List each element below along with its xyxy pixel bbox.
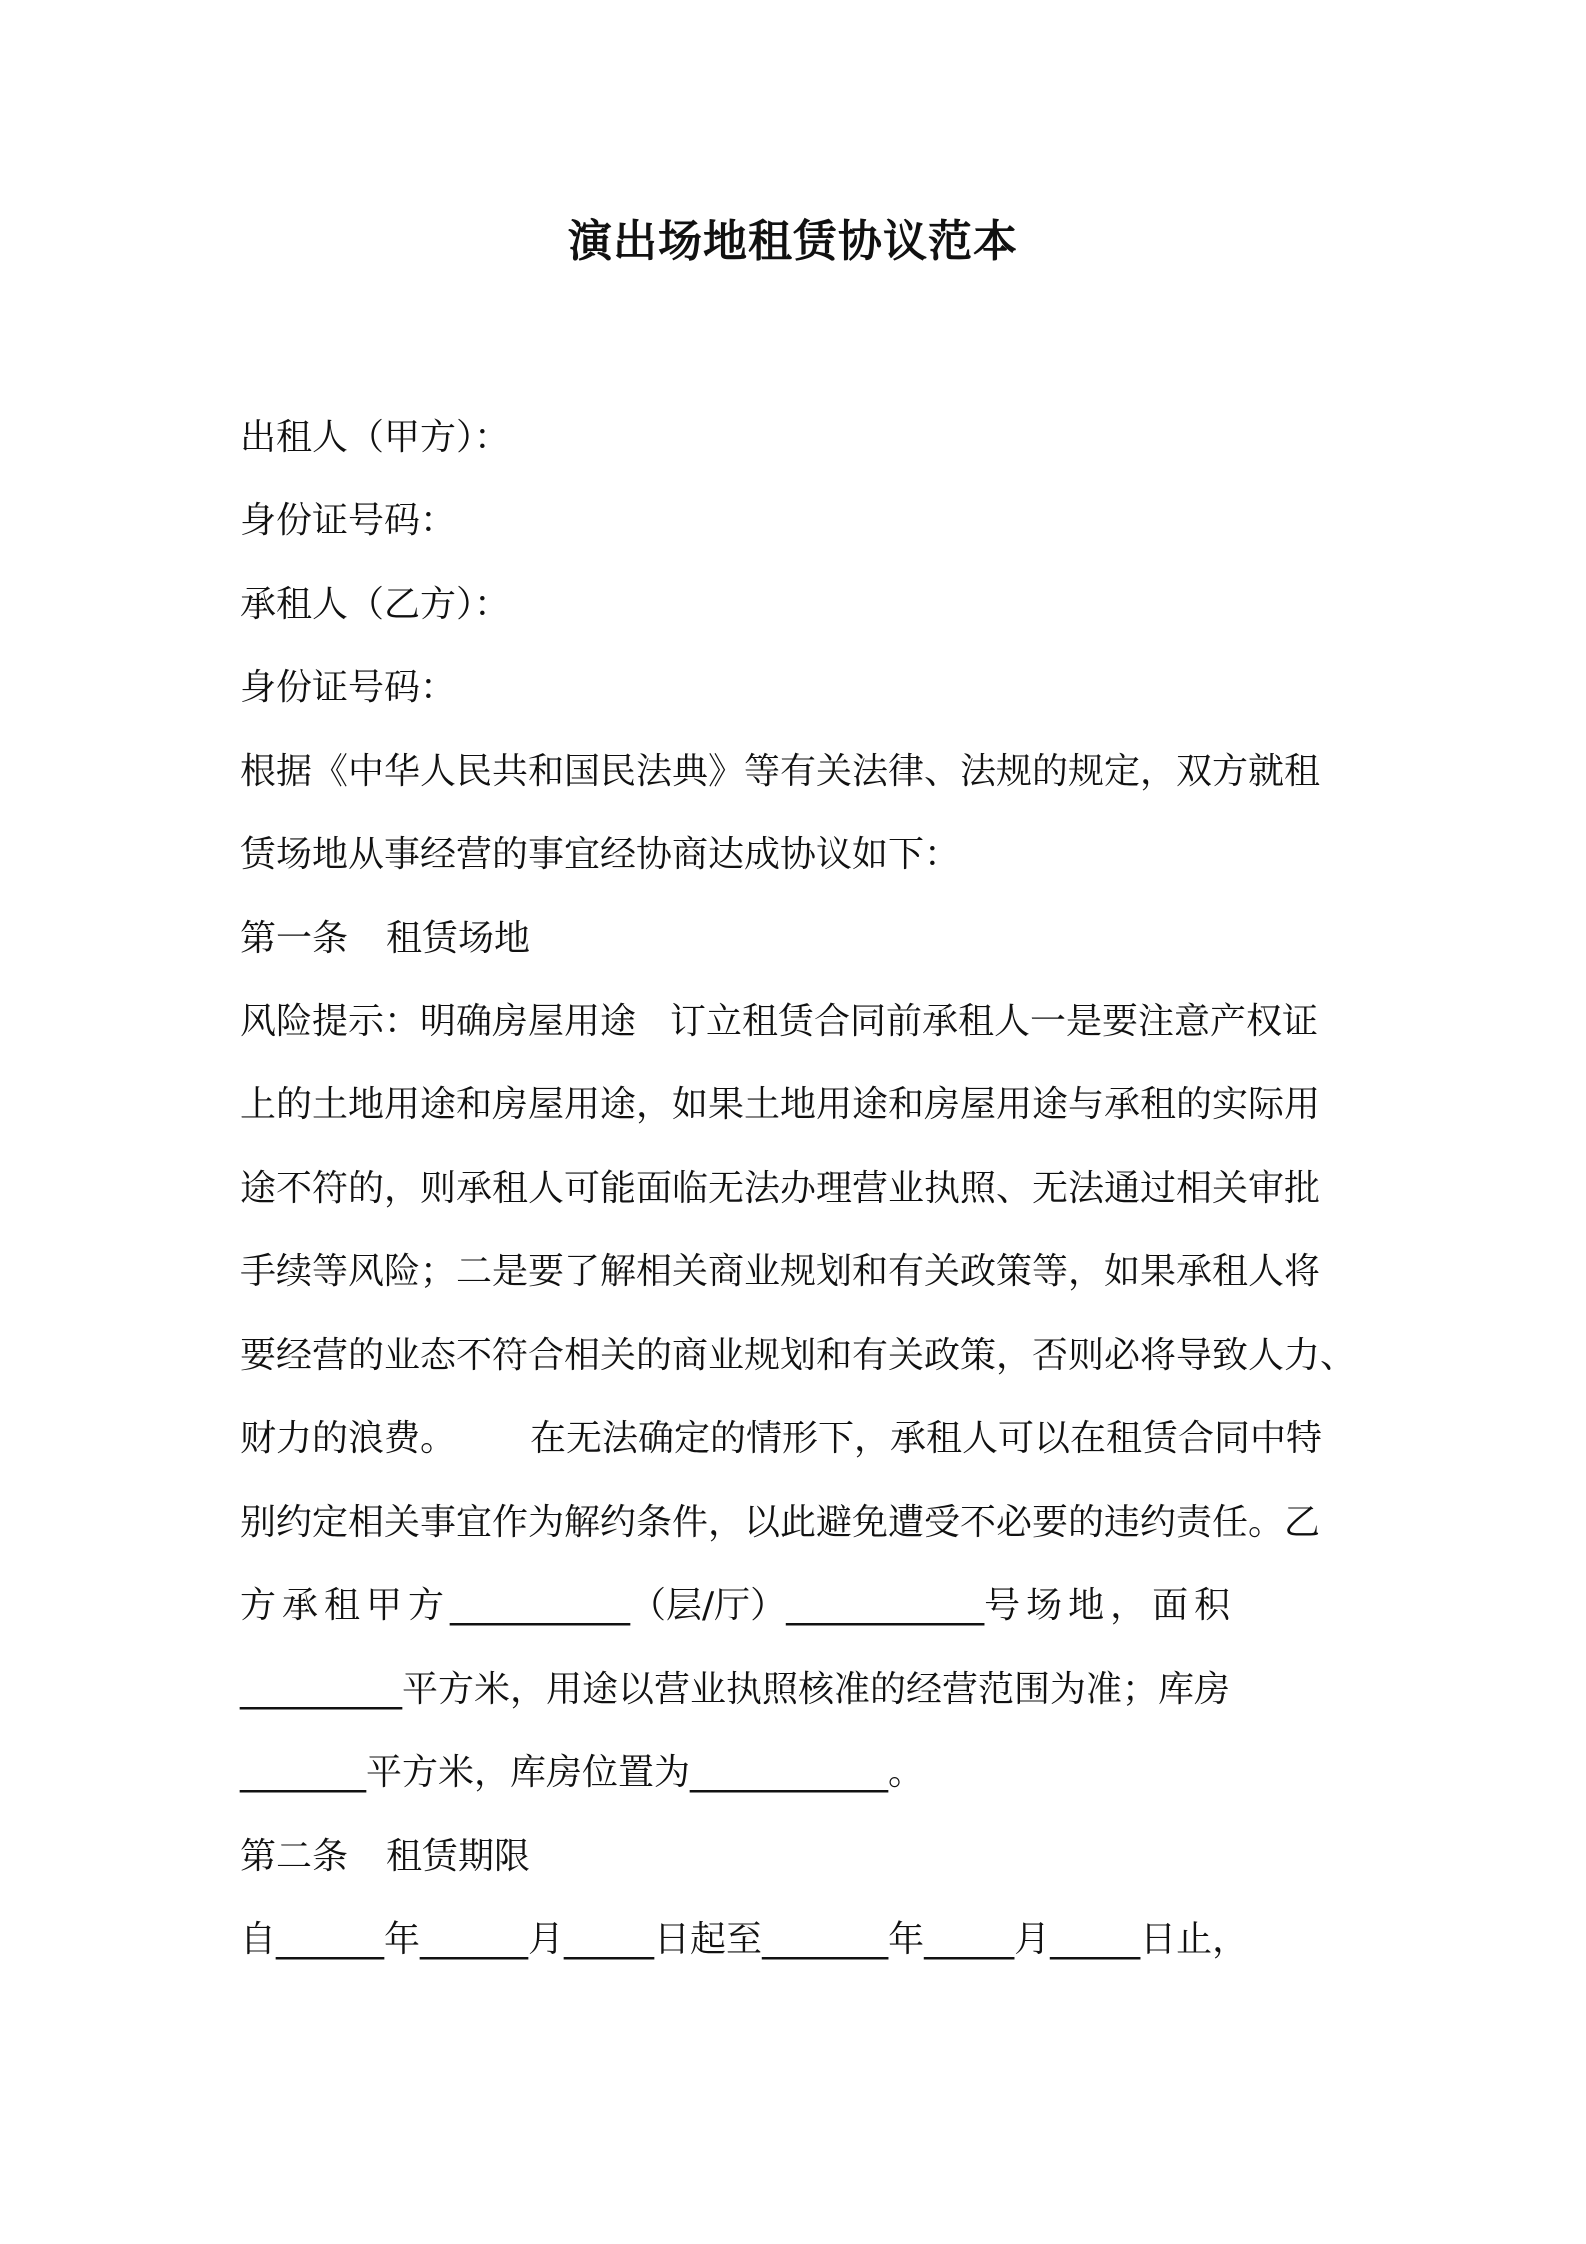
term-month-1: 月 — [528, 1919, 565, 1960]
warehouse-location-blank: ___________ — [690, 1752, 889, 1793]
risk-line-4: 手续等风险；二是要了解相关商业规划和有关政策等，如果承租人将 — [240, 1251, 1321, 1292]
intro-line-2: 赁场地从事经营的事宜经协商达成协议如下： — [240, 834, 961, 875]
risk-text-6a: 财力的浪费。 — [240, 1418, 457, 1459]
term-month-2: 月 — [1014, 1919, 1051, 1960]
article-2-title: 租赁期限 — [386, 1836, 531, 1877]
risk-line-3: 途不符的，则承租人可能面临无法办理营业执照、无法通过相关审批 — [240, 1168, 1321, 1209]
intro-line-1: 根据《中华人民共和国民法典》等有关法律、法规的规定，双方就租 — [240, 751, 1321, 792]
lessee-line: 承租人（乙方）： — [240, 584, 511, 625]
document-title: 演出场地租赁协议范本 — [568, 216, 1018, 267]
start-year-blank: ______ — [276, 1919, 385, 1960]
floor-blank: __________ — [450, 1585, 631, 1626]
article-1-title: 租赁场地 — [386, 918, 531, 959]
warehouse-area-blank: _______ — [240, 1752, 366, 1793]
risk-text-1: 订立租赁合同前承租人一是要注意产权证 — [670, 1001, 1319, 1042]
clause-text-1c: 号场地，面积 — [984, 1585, 1237, 1626]
area-blank: _________ — [240, 1669, 402, 1710]
risk-text-6b: 在无法确定的情形下，承租人可以在租赁合同中特 — [530, 1418, 1323, 1459]
clause-line-2 — [240, 1665, 1230, 1715]
article-1-heading — [240, 914, 530, 964]
term-line — [240, 1915, 1248, 1965]
start-day-blank: _____ — [564, 1919, 655, 1960]
clause-text-2: 平方米，用途以营业执照核准的经营范围为准；库房 — [402, 1669, 1231, 1710]
term-from: 自 — [240, 1919, 277, 1960]
term-year-1: 年 — [384, 1919, 421, 1960]
lessor-id-line: 身份证号码： — [240, 500, 457, 541]
term-day-1: 日起至 — [654, 1919, 763, 1960]
term-day-2: 日止， — [1140, 1919, 1249, 1960]
article-2-number: 第二条 — [240, 1836, 349, 1877]
risk-line-5: 要经营的业态不符合相关的商业规划和有关政策，否则必将导致人力、 — [240, 1335, 1357, 1376]
lessor-line: 出租人（甲方）： — [240, 417, 511, 458]
risk-line-6 — [240, 1414, 1322, 1464]
clause-text-3: 平方米，库房位置为 — [366, 1752, 691, 1793]
clause-line-1 — [240, 1581, 1236, 1631]
lessee-id-line: 身份证号码： — [240, 667, 457, 708]
term-year-2: 年 — [888, 1919, 925, 1960]
article-2-heading — [240, 1832, 530, 1882]
clause-text-1a: 方承租甲方 — [240, 1585, 451, 1626]
venue-number-blank: ___________ — [786, 1585, 985, 1626]
clause-text-1b: （层/厅） — [630, 1585, 787, 1626]
risk-line-2: 上的土地用途和房屋用途，如果土地用途和房屋用途与承租的实际用 — [240, 1084, 1321, 1125]
clause-text-3-end: 。 — [888, 1752, 925, 1793]
article-1-number: 第一条 — [240, 918, 349, 959]
risk-heading: 风险提示：明确房屋用途 — [240, 1001, 637, 1042]
end-day-blank: _____ — [1050, 1919, 1141, 1960]
risk-line-1 — [240, 997, 1318, 1047]
start-month-blank: ______ — [420, 1919, 529, 1960]
risk-line-7: 别约定相关事宜作为解约条件，以此避免遭受不必要的违约责任。乙 — [240, 1502, 1321, 1543]
clause-line-3 — [240, 1748, 924, 1798]
end-year-blank: _______ — [762, 1919, 889, 1960]
end-month-blank: _____ — [924, 1919, 1015, 1960]
